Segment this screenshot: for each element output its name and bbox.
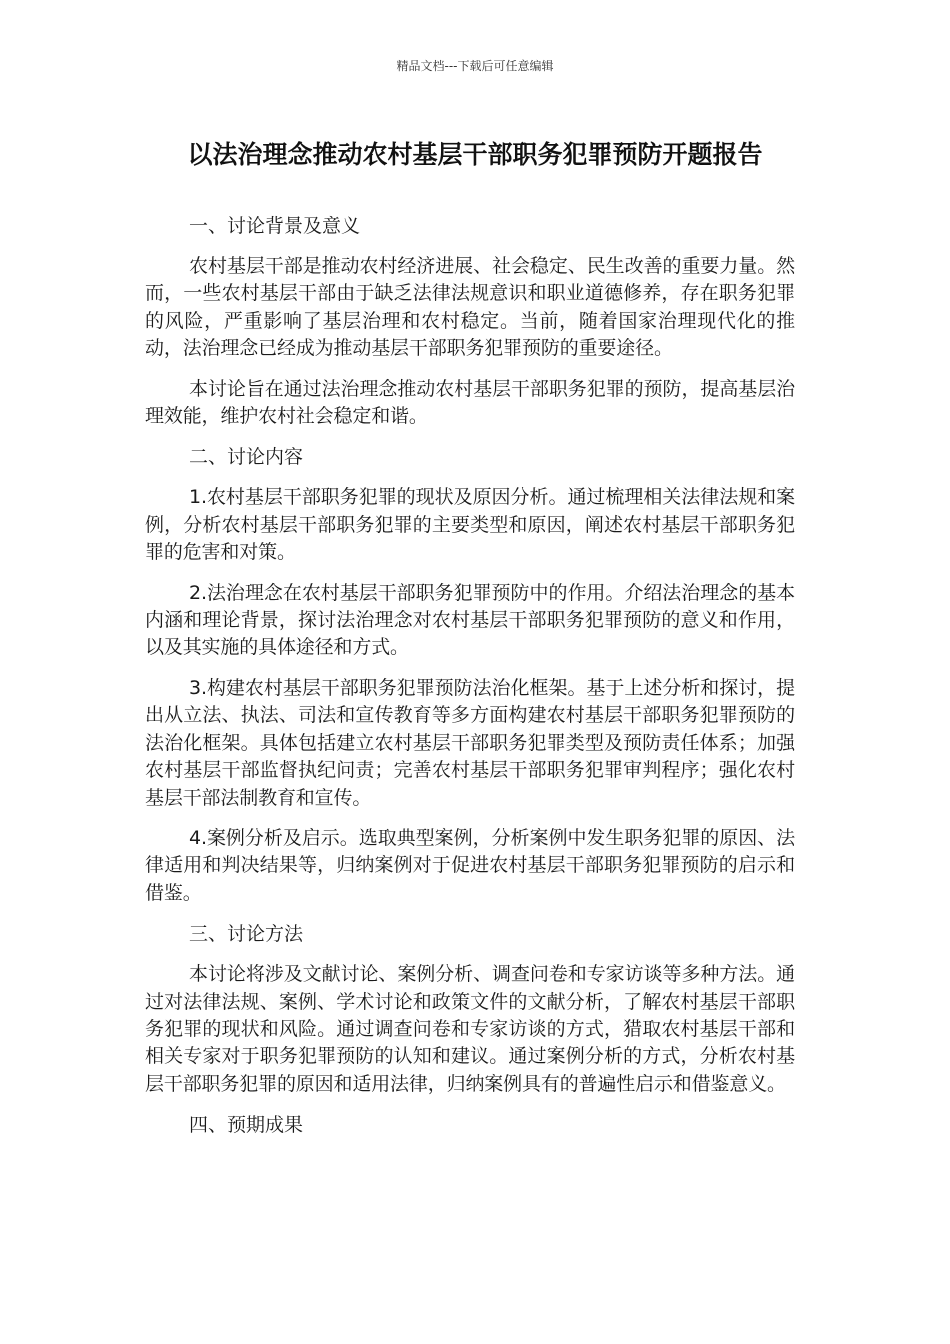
section-heading-background: 一、讨论背景及意义: [189, 215, 361, 237]
paragraph-content-4: 4.案例分析及启示。选取典型案例，分析案例中发生职务犯罪的原因、法律适用和判决结果等，归纳案例对于促进农村基层干部职务犯罪预防的启示和借鉴。: [145, 826, 795, 904]
paragraph-background-1: 农村基层干部是推动农村经济进展、社会稳定、民生改善的重要力量。然而，一些农村基层干部由于缺乏法律法规意识和职业道德修养，存在职务犯罪的风险，严重影响了基层治理和农村稳定。当前，随着国家治理现代化的推动，法治理念已经成为推动基层干部职务犯罪预防的重要途径。: [145, 255, 795, 360]
paragraph-methods-1: 本讨论将涉及文献讨论、案例分析、调查问卷和专家访谈等多种方法。通过对法律法规、案例、学术讨论和政策文件的文献分析，了解农村基层干部职务犯罪的现状和风险。通过调查问卷和专家访谈的方式，猎取农村基层干部和相关专家对于职务犯罪预防的认知和建议。通过案例分析的方式，分析农村基层干部职务犯罪的原因和适用法律，归纳案例具有的普遍性启示和借鉴意义。: [145, 963, 795, 1095]
paragraph-content-3: 3.构建农村基层干部职务犯罪预防法治化框架。基于上述分析和探讨，提出从立法、执法、司法和宣传教育等多方面构建农村基层干部职务犯罪预防的法治化框架。具体包括建立农村基层干部职务犯罪类型及预防责任体系；加强农村基层干部监督执纪问责；完善农村基层干部职务犯罪审判程序；强化农村基层干部法制教育和宣传。: [145, 676, 795, 809]
section-heading-methods: 三、讨论方法: [189, 923, 304, 946]
paragraph-content-1: 1.农村基层干部职务犯罪的现状及原因分析。通过梳理相关法律法规和案例，分析农村基层干部职务犯罪的主要类型和原因，阐述农村基层干部职务犯罪的危害和对策。: [145, 486, 795, 564]
section-heading-expected-results: 四、预期成果: [189, 1114, 304, 1137]
document-body: [145, 212, 795, 1152]
section-heading-content: 二、讨论内容: [189, 446, 304, 469]
paragraph-content-2: 2.法治理念在农村基层干部职务犯罪预防中的作用。介绍法治理念的基本内涵和理论背景，探讨法治理念对农村基层干部职务犯罪预防的意义和作用，以及其实施的具体途径和方式。: [145, 581, 795, 659]
document-title: 以法治理念推动农村基层干部职务犯罪预防开题报告: [187, 140, 763, 169]
page-header-note: 精品文档---下载后可任意编辑: [396, 59, 554, 73]
paragraph-background-2: 本讨论旨在通过法治理念推动农村基层干部职务犯罪的预防，提高基层治理效能，维护农村社会稳定和谐。: [145, 377, 795, 428]
